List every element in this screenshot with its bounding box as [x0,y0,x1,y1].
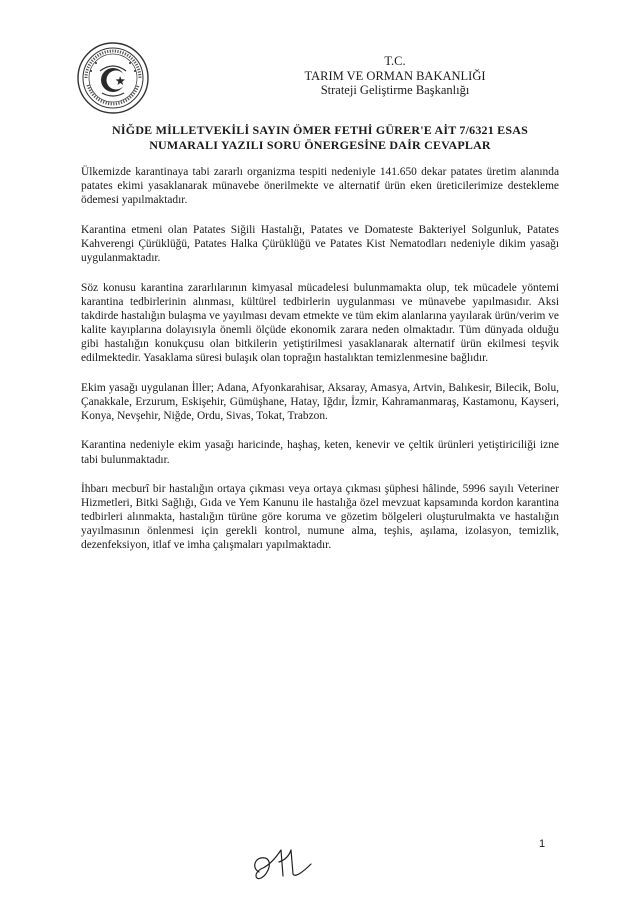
page-number: 1 [539,838,546,850]
title-line-1: NİĞDE MİLLETVEKİLİ SAYIN ÖMER FETHİ GÜRER'E AİT 7/6321 ESAS [112,123,528,137]
paragraph: Karantina nedeniyle ekim yasağı haricinde, haşhaş, keten, kenevir ve çeltik ürünleri yetiştiriciliği izne tabi bulunmaktadır. [81,439,559,466]
title-line-2: NUMARALI YAZILI SORU ÖNERGESİNE DAİR CEVAPLAR [149,137,491,152]
document-title [70,123,570,152]
header-country: T.C. [384,54,406,68]
ministry-seal-logo [76,41,150,115]
document-body [81,165,559,568]
paragraph: Söz konusu karantina zararlılarının kimyasal mücadelesi bulunmamakta olup, tek mücadele yöntemi karantina tedbirlerinin alınması, kültürel tedbirlerin uygulanması ve münavebe yapılmasıdır. Aksi takdirde hastalığın bulaşma ve yayılması devam etmekte ve tüm ekim alanlarına yayılarak ürün/verim ve kalite kayıplarına dolayısıyla önemli ölçüde ekonomik zarara neden olmaktadır. Tüm dünyada olduğu gibi hastalığın konukçusu olan bitkilerin yetiştirilmesi yasaklanarak alternatif ürün ekilmesi teşvik edilmektedir. Yasaklama süresi bulaşık olan toprağın hastalıktan temizlenmesine bağlıdır. [81,281,559,365]
paragraph: Karantina etmeni olan Patates Siğili Hastalığı, Patates ve Domateste Bakteriyel Solgunluk, Patates Kahverengi Çürüklüğü, Patates Halka Çürüklüğü ve Patates Kist Nematodları nedeniyle dikim yasağı uygulanmaktadır. [81,223,559,264]
document-header [150,54,640,98]
header-department: Strateji Geliştirme Başkanlığı [320,83,470,98]
handwritten-initials-signature [245,842,325,886]
paragraph: İhbarı mecburî bir hastalığın ortaya çıkması veya ortaya çıkması şüphesi hâlinde, 5996 sayılı Veteriner Hizmetleri, Bitki Sağlığı, Gıda ve Yem Kanunu ile hastalığa özel mevzuat kapsamında kordon karantina tedbirleri alınmakta, hastalığın türüne göre koruma ve gözetim bölgeleri oluşturulmakta ve hastalığın yayılmasının önlenmesi için gerekli kontrol, numune alma, teşhis, aşılama, izolasyon, temizlik, dezenfeksiyon, itlaf ve imha çalışmaları yapılmaktadır. [81,483,559,552]
paragraph: Ülkemizde karantinaya tabi zararlı organizma tespiti nedeniyle 141.650 dekar patates üretim alanında patates ekimi yasaklanarak münavebe önerilmekte ve alternatif ürün eken üreticilerimize destekleme ödemesi yapılmaktadır. [81,166,559,207]
header-ministry: TARIM VE ORMAN BAKANLIĞI [304,68,486,83]
paragraph: Ekim yasağı uygulanan İller; Adana, Afyonkarahisar, Aksaray, Amasya, Artvin, Balıkesir, Bilecik, Bolu, Çanakkale, Erzurum, Eskişehir, Gümüşhane, Hatay, Iğdır, İzmir, Kahramanmaraş, Kastamonu, Kayseri, Konya, Nevşehir, Niğde, Ordu, Sivas, Tokat, Trabzon. [81,381,559,422]
